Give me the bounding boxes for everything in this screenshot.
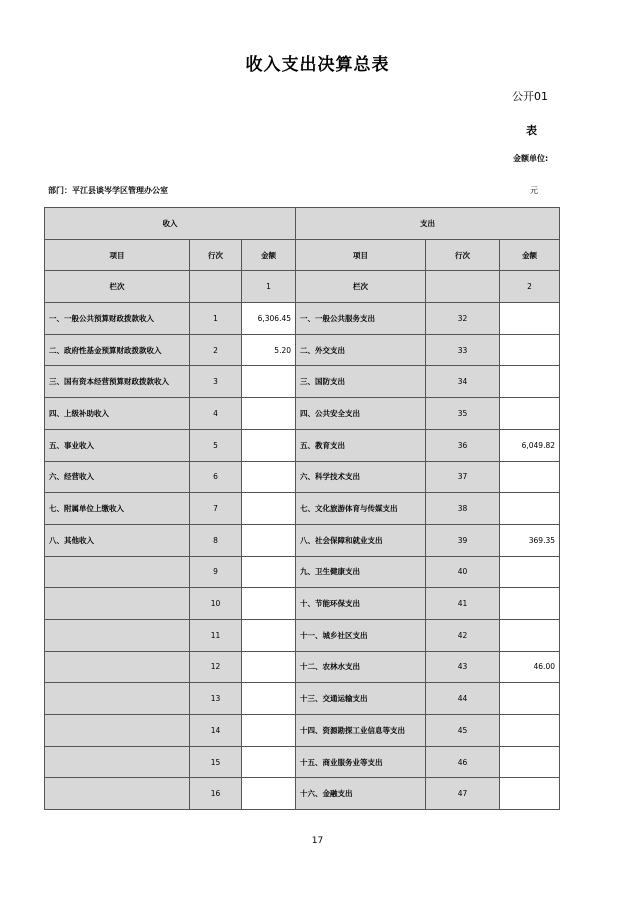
expense-item: 六、科学技术支出 [296, 461, 426, 493]
expense-amount [500, 588, 560, 620]
income-item: 二、政府性基金预算财政拨款收入 [45, 334, 190, 366]
table-row [45, 303, 560, 335]
table-row [45, 493, 560, 525]
table-row [45, 683, 560, 715]
col-header-line2: 行次 [426, 239, 500, 271]
section-income: 收入 [45, 208, 296, 240]
table-row [45, 398, 560, 430]
expense-amount [500, 398, 560, 430]
expense-amount: 46.00 [500, 651, 560, 683]
expense-item: 五、教育支出 [296, 429, 426, 461]
expense-item: 十一、城乡社区支出 [296, 619, 426, 651]
expense-item: 二、外交支出 [296, 334, 426, 366]
income-line: 12 [190, 651, 242, 683]
table-row [45, 778, 560, 810]
income-amount: 6,306.45 [242, 303, 296, 335]
lanci-row [45, 271, 560, 303]
income-amount: 5.20 [242, 334, 296, 366]
income-expense-table [44, 207, 560, 810]
income-line: 15 [190, 746, 242, 778]
expense-amount: 369.35 [500, 524, 560, 556]
lanci-label2: 栏次 [296, 271, 426, 303]
expense-item: 十二、农林水支出 [296, 651, 426, 683]
expense-line: 42 [426, 619, 500, 651]
expense-amount [500, 778, 560, 810]
expense-item: 十、节能环保支出 [296, 588, 426, 620]
income-amount [242, 429, 296, 461]
expense-item: 三、国防支出 [296, 366, 426, 398]
expense-line: 45 [426, 715, 500, 747]
expense-amount [500, 366, 560, 398]
expense-item: 九、卫生健康支出 [296, 556, 426, 588]
table-row [45, 556, 560, 588]
table-row [45, 715, 560, 747]
expense-amount [500, 746, 560, 778]
lanci-label: 栏次 [45, 271, 190, 303]
expense-amount [500, 461, 560, 493]
income-line: 13 [190, 683, 242, 715]
expense-amount [500, 303, 560, 335]
income-item: 六、经营收入 [45, 461, 190, 493]
expense-line: 37 [426, 461, 500, 493]
income-line: 6 [190, 461, 242, 493]
table-row [45, 746, 560, 778]
expense-item: 四、公共安全支出 [296, 398, 426, 430]
form-code: 公开01 [512, 90, 548, 103]
col-header-item: 项目 [45, 239, 190, 271]
expense-amount [500, 493, 560, 525]
income-item [45, 619, 190, 651]
income-amount [242, 715, 296, 747]
table-row [45, 461, 560, 493]
income-line: 10 [190, 588, 242, 620]
income-item: 三、国有资本经营预算财政拨款收入 [45, 366, 190, 398]
table-row [45, 619, 560, 651]
income-line: 11 [190, 619, 242, 651]
income-amount [242, 398, 296, 430]
expense-line: 34 [426, 366, 500, 398]
income-amount [242, 683, 296, 715]
department-label: 部门：平江县谈岑学区管理办公室 [48, 186, 168, 195]
income-line: 3 [190, 366, 242, 398]
lanci-blank [190, 271, 242, 303]
expense-line: 40 [426, 556, 500, 588]
expense-line: 35 [426, 398, 500, 430]
report-title: 收入支出决算总表 [245, 55, 390, 75]
section-expense: 支出 [296, 208, 560, 240]
income-item: 一、一般公共预算财政拨款收入 [45, 303, 190, 335]
expense-line: 39 [426, 524, 500, 556]
table-row [45, 366, 560, 398]
expense-item: 十三、交通运输支出 [296, 683, 426, 715]
expense-line: 47 [426, 778, 500, 810]
income-line: 5 [190, 429, 242, 461]
expense-line: 38 [426, 493, 500, 525]
income-item: 七、附属单位上缴收入 [45, 493, 190, 525]
income-item [45, 588, 190, 620]
expense-line: 36 [426, 429, 500, 461]
income-amount [242, 778, 296, 810]
expense-item: 十六、金融支出 [296, 778, 426, 810]
expense-line: 44 [426, 683, 500, 715]
expense-item: 八、社会保障和就业支出 [296, 524, 426, 556]
income-amount [242, 461, 296, 493]
lanci-blank2 [426, 271, 500, 303]
lanci-income: 1 [242, 271, 296, 303]
expense-item: 一、一般公共服务支出 [296, 303, 426, 335]
income-amount [242, 493, 296, 525]
expense-line: 43 [426, 651, 500, 683]
expense-item: 十五、商业服务业等支出 [296, 746, 426, 778]
form-type: 表 [526, 124, 537, 137]
col-header-item2: 项目 [296, 239, 426, 271]
expense-line: 33 [426, 334, 500, 366]
income-item: 八、其他收入 [45, 524, 190, 556]
income-item [45, 778, 190, 810]
income-line: 2 [190, 334, 242, 366]
income-amount [242, 556, 296, 588]
income-amount [242, 366, 296, 398]
expense-line: 32 [426, 303, 500, 335]
income-line: 8 [190, 524, 242, 556]
col-header-line: 行次 [190, 239, 242, 271]
table-row [45, 429, 560, 461]
table-row [45, 524, 560, 556]
expense-amount [500, 334, 560, 366]
income-item [45, 556, 190, 588]
amount-unit-label: 金额单位: [513, 154, 549, 163]
income-line: 7 [190, 493, 242, 525]
expense-amount [500, 619, 560, 651]
col-header-amount2: 金额 [500, 239, 560, 271]
expense-amount [500, 715, 560, 747]
expense-line: 46 [426, 746, 500, 778]
income-item: 四、上级补助收入 [45, 398, 190, 430]
amount-unit-value: 元 [530, 186, 538, 195]
table-row [45, 651, 560, 683]
column-header-row [45, 239, 560, 271]
income-amount [242, 524, 296, 556]
expense-item: 七、文化旅游体育与传媒支出 [296, 493, 426, 525]
income-line: 9 [190, 556, 242, 588]
table-row [45, 334, 560, 366]
income-item [45, 715, 190, 747]
col-header-amount: 金额 [242, 239, 296, 271]
lanci-expense: 2 [500, 271, 560, 303]
income-item: 五、事业收入 [45, 429, 190, 461]
section-header-row [45, 208, 560, 240]
income-line: 14 [190, 715, 242, 747]
expense-amount [500, 556, 560, 588]
table-row [45, 588, 560, 620]
income-item [45, 683, 190, 715]
expense-amount: 6,049.82 [500, 429, 560, 461]
income-amount [242, 746, 296, 778]
income-line: 1 [190, 303, 242, 335]
income-amount [242, 651, 296, 683]
expense-amount [500, 683, 560, 715]
income-line: 4 [190, 398, 242, 430]
income-item [45, 651, 190, 683]
income-line: 16 [190, 778, 242, 810]
income-amount [242, 588, 296, 620]
expense-line: 41 [426, 588, 500, 620]
income-amount [242, 619, 296, 651]
income-item [45, 746, 190, 778]
page-number: 17 [311, 836, 324, 846]
expense-item: 十四、资源勘探工业信息等支出 [296, 715, 426, 747]
